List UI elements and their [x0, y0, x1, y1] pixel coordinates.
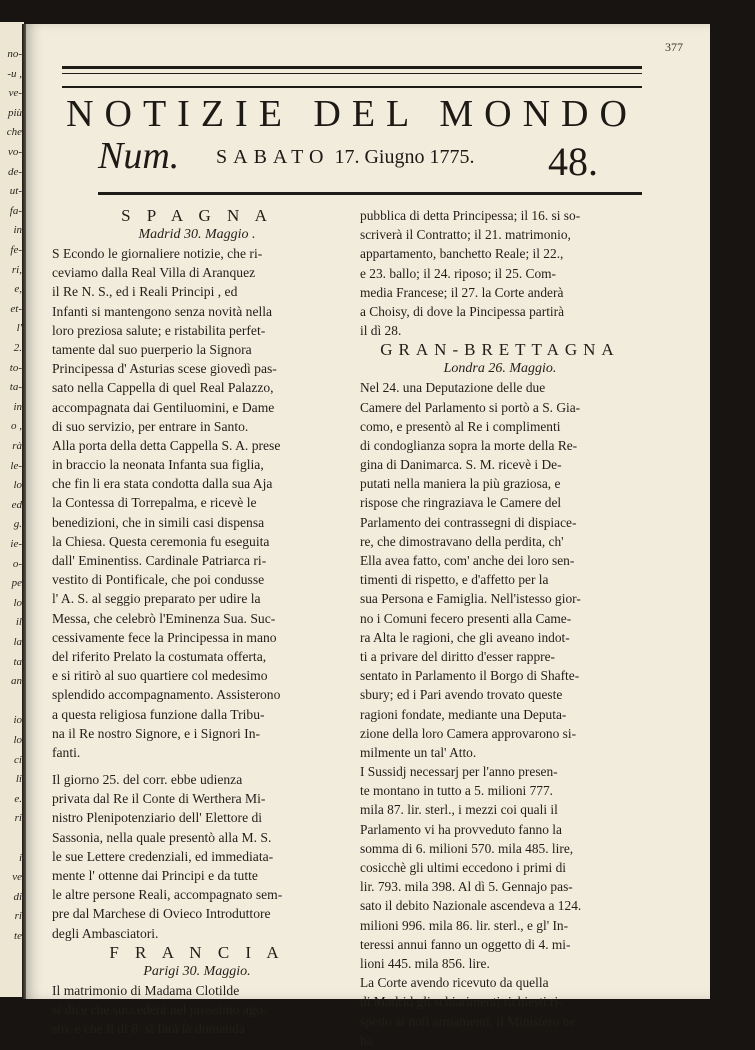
text-line: fanti.	[52, 744, 81, 760]
issue-number: 48.	[548, 139, 598, 184]
text-line: milioni 996. mila 86. lir. sterl., e gl' In-	[360, 917, 569, 933]
previous-page-line: ri	[14, 812, 22, 825]
text-line: pubblica di detta Principessa; il 16. si so-	[360, 208, 581, 223]
text-line: Messa, che celebrò l'Eminenza Sua. Suc-	[52, 610, 276, 626]
text-line: Parlamento dei contrassegni di dispiace-	[360, 514, 577, 530]
previous-page-line: le-	[10, 459, 22, 472]
text-line: le altre persone Reali, accompagnato sem-	[52, 887, 283, 903]
previous-page-line: e,	[14, 283, 22, 296]
text-line: ha	[360, 1032, 373, 1048]
previous-page-line: ta	[13, 655, 22, 668]
text-line: di suo servizio, per entrare in Santo.	[52, 418, 249, 434]
text-line: splendido accompagnamento. Assisterono	[52, 687, 281, 703]
text-line: cessivamente fece la Principessa in mano	[52, 629, 277, 645]
text-line: La Corte avendo ricevuto da quella	[360, 975, 549, 991]
text-line: benedizioni, che in simili casi dispensa	[52, 514, 265, 530]
text-line: ti a privare del diritto d'esser rappre-	[360, 648, 556, 664]
text-line: Parlamento vi ha provveduto fanno la	[360, 821, 562, 837]
text-line: ceviamo dalla Real Villa di Aranquez	[52, 265, 256, 281]
previous-page-line: li	[15, 773, 22, 786]
text-line: timenti di rispetto, e d'affetto per la	[360, 572, 549, 588]
text-line: ra Alta le ragioni, che gli aveano indot-	[360, 629, 570, 645]
previous-page-line: in	[13, 224, 22, 237]
text-line: Camere del Parlamento si portò a S. Gia-	[360, 399, 581, 415]
previous-page-line: an	[11, 675, 22, 688]
text-line: a questa religiosa funzione dalla Tribu-	[52, 706, 265, 722]
paragraph-gap	[52, 762, 342, 770]
left-column	[52, 206, 342, 1038]
top-double-rule	[62, 66, 642, 74]
text-line: la Chiesa. Questa ceremonia fu eseguita	[52, 533, 270, 549]
previous-page-line: di	[13, 890, 22, 903]
text-line: Il matrimonio di Madama Clotilde	[52, 982, 240, 998]
header-rule	[98, 192, 642, 195]
text-line: di Madrid gli schiarimenti richiesti ri-	[360, 994, 563, 1010]
text-line: cosicchè gli ultimi eccedono i primi di	[360, 860, 567, 875]
previous-page-line: in	[13, 400, 22, 413]
previous-page-line: i	[18, 851, 22, 864]
text-line: lioni 445. mila 856. lire.	[360, 955, 490, 971]
text-line: I Sussidj necessarj per l'anno presen-	[360, 764, 558, 780]
text-line: sato nella Cappella di quel Real Palazzo,	[52, 380, 274, 396]
text-line: Principessa d' Asturias scese giovedì pas-	[52, 361, 277, 377]
previous-page-line: ve-	[8, 87, 22, 100]
num-label: Num.	[98, 135, 180, 177]
text-line: e 23. ballo; il 24. riposo; il 25. Com-	[360, 265, 557, 281]
text-line: di condoglianza sopra la morte della Re-	[360, 437, 578, 453]
previous-page-line: vo-	[7, 146, 22, 158]
text-line: te montano in tutto a 5. milioni 777.	[360, 783, 554, 799]
section-dateline: Madrid 30. Maggio .	[138, 227, 256, 242]
previous-page-line: la	[13, 636, 22, 648]
text-line: putati nella maniera la più graziosa, e	[360, 476, 561, 492]
text-line: sentato in Parlamento il Borgo di Shafte-	[360, 668, 580, 684]
previous-page-line: 2.	[13, 342, 22, 354]
previous-page-line: ut-	[9, 185, 22, 198]
text-line: spetto ai noti armamenti, il Ministero ne	[360, 1013, 576, 1029]
previous-page-line: ie-	[10, 538, 22, 550]
previous-page-line: ve	[12, 871, 22, 884]
text-line: lir. 793. mila 398. Al dì 5. Gennajo pas-	[360, 879, 573, 895]
text-line: a Choisy, di dove la Pincipessa partirà	[360, 303, 565, 319]
section-heading: S P A G N A	[121, 206, 273, 225]
text-line: zione della loro Camera approvarono si-	[360, 725, 577, 741]
text-line: sato il debito Nazionale ascendeva a 124.	[360, 898, 582, 914]
text-line: sua Persona e Famiglia. Nell'istesso gior-	[360, 591, 581, 607]
previous-page-line: io	[13, 714, 22, 727]
previous-page-line: o-	[12, 557, 22, 570]
text-line: privata dal Re il Conte di Werthera Mi-	[52, 791, 266, 807]
text-line: la Contessa di Torrepalma, e ricevè le	[52, 495, 257, 511]
previous-page-line: g.	[13, 518, 22, 531]
dateline-date: 17. Giugno 1775.	[334, 146, 475, 168]
text-line: accompagnata dai Gentiluomini, e Dame	[52, 399, 275, 415]
previous-page-line: no-	[7, 48, 22, 60]
page-number: 377	[665, 40, 683, 54]
text-line: scriverà il Contratto; il 21. matrimonio,	[360, 227, 571, 243]
text-line: nistro Plenipotenziario dell' Elettore di	[52, 810, 263, 826]
text-line: media Francese; il 27. la Corte anderà	[360, 284, 564, 300]
text-line: l' A. S. al seggio preparato per udire la	[52, 591, 261, 607]
previous-page-line: l'	[16, 322, 22, 335]
text-line: Ella avea fatto, com' anche dei loro sen-	[360, 553, 575, 568]
section-dateline: Parigi 30. Maggio.	[143, 963, 251, 979]
previous-page-line: rà	[12, 440, 22, 452]
text-line: tamente dal suo puerperio la Signora	[52, 341, 252, 357]
previous-page-line: -u ,	[7, 67, 22, 80]
previous-page-line: ta-	[9, 381, 22, 394]
text-line: in braccio la neonata Infanta sua figlia,	[52, 457, 264, 473]
section-heading: GRAN-BRETTAGNA	[380, 340, 620, 360]
previous-page-line: lo	[13, 734, 22, 746]
text-line: no i Comuni fecero presenti alla Came-	[360, 610, 572, 626]
previous-page-line: lo	[13, 479, 22, 492]
text-line: del riferito Prelato la costumata offerta,	[52, 648, 267, 664]
previous-page-line: ri	[14, 910, 22, 923]
dateline	[216, 146, 474, 169]
text-line: loro preziosa salute; e ristabilita perfet-	[52, 322, 266, 338]
text-line: como, e presentò al Re i complimenti	[360, 418, 561, 434]
text-line: S Econdo le giornaliere notizie, che ri-	[52, 246, 263, 261]
dateline-day: SABATO	[216, 146, 330, 168]
right-column	[360, 206, 640, 1050]
text-line: Infanti si mantengono senza novità nella	[52, 303, 273, 319]
previous-page-line: lo	[13, 596, 22, 609]
previous-page-line: e.	[14, 792, 22, 805]
text-line: teressi annui fanno un oggetto di 4. mi-	[360, 936, 571, 952]
text-line: mila 87. lir. sterl., i mezzi coi quali il	[360, 802, 558, 818]
text-line: si dice che succederà nel prossimo ago-	[52, 1001, 268, 1017]
text-line: le sue Lettere credenziali, ed immediata-	[52, 848, 274, 864]
previous-page-line: et-	[10, 302, 22, 315]
section-heading: F R A N C I A	[109, 942, 285, 962]
text-line: pre dal Marchese di Ovieco Introduttore	[52, 906, 271, 922]
text-line: Il giorno 25. del corr. ebbe udienza	[52, 772, 243, 788]
text-line: il dì 28.	[360, 323, 402, 339]
previous-page-fragment	[0, 22, 24, 997]
text-line: re, che dimostravano della perdita, ch'	[360, 533, 564, 549]
text-line: dall' Eminentiss. Cardinale Patriarca ri-	[52, 553, 267, 568]
previous-page-line: to-	[9, 361, 22, 374]
previous-page-line: de-	[7, 165, 22, 178]
text-line: ragioni fondate, mediante una Deputa-	[360, 706, 567, 722]
previous-page-line: che	[6, 126, 22, 139]
section-dateline: Londra 26. Maggio.	[443, 361, 557, 377]
previous-page-line: ed	[11, 498, 22, 511]
top-rule	[62, 86, 642, 88]
text-line: sbury; ed i Pari avendo trovato queste	[360, 687, 563, 703]
text-line: degli Ambasciatori.	[52, 925, 159, 941]
previous-page-line: te	[14, 930, 22, 942]
text-line: gina di Danimarca. S. M. ricevè i De-	[360, 457, 562, 473]
text-line: mente l' ottenne dai Principi e da tutte	[52, 868, 258, 883]
text-line: Alla porta della detta Cappella S. A. prese	[52, 437, 281, 453]
text-line: somma di 6. milioni 570. mila 485. lire,	[360, 840, 574, 856]
text-line: vestito di Pontificale, che poi condusse	[52, 572, 265, 588]
text-line: il Re N. S., ed i Reali Principi , ed	[52, 284, 238, 300]
text-line: che fin li era stata condotta dalla sua Aja	[52, 476, 273, 492]
text-line: Sassonia, nella quale presentò alla M. S.	[52, 829, 272, 845]
text-line: na il Re nostro Signore, e i Signori In-	[52, 725, 261, 741]
text-line: Nel 24. una Deputazione delle due	[360, 380, 546, 396]
previous-page-line: o ,	[11, 420, 22, 433]
text-line: appartamento, banchetto Reale; il 22.,	[360, 246, 564, 262]
masthead-title: NOTIZIE DEL MONDO	[66, 93, 638, 135]
previous-page-line: ci	[14, 753, 22, 766]
previous-page-line: fe-	[10, 244, 22, 256]
previous-page-line: fa-	[9, 204, 22, 217]
text-line: e si ritirò al suo quartiere col medesimo	[52, 668, 268, 684]
text-line: milmente un tal' Atto.	[360, 744, 477, 760]
previous-page-line: il	[15, 616, 22, 629]
previous-page-line: pe	[11, 577, 22, 590]
text-line: rispose che ringraziava le Camere del	[360, 495, 562, 511]
previous-page-line: più	[7, 106, 22, 119]
text-line: sto, e che il dì 8. si farà la domanda	[52, 1021, 245, 1037]
previous-page-line: ri,	[11, 263, 22, 276]
